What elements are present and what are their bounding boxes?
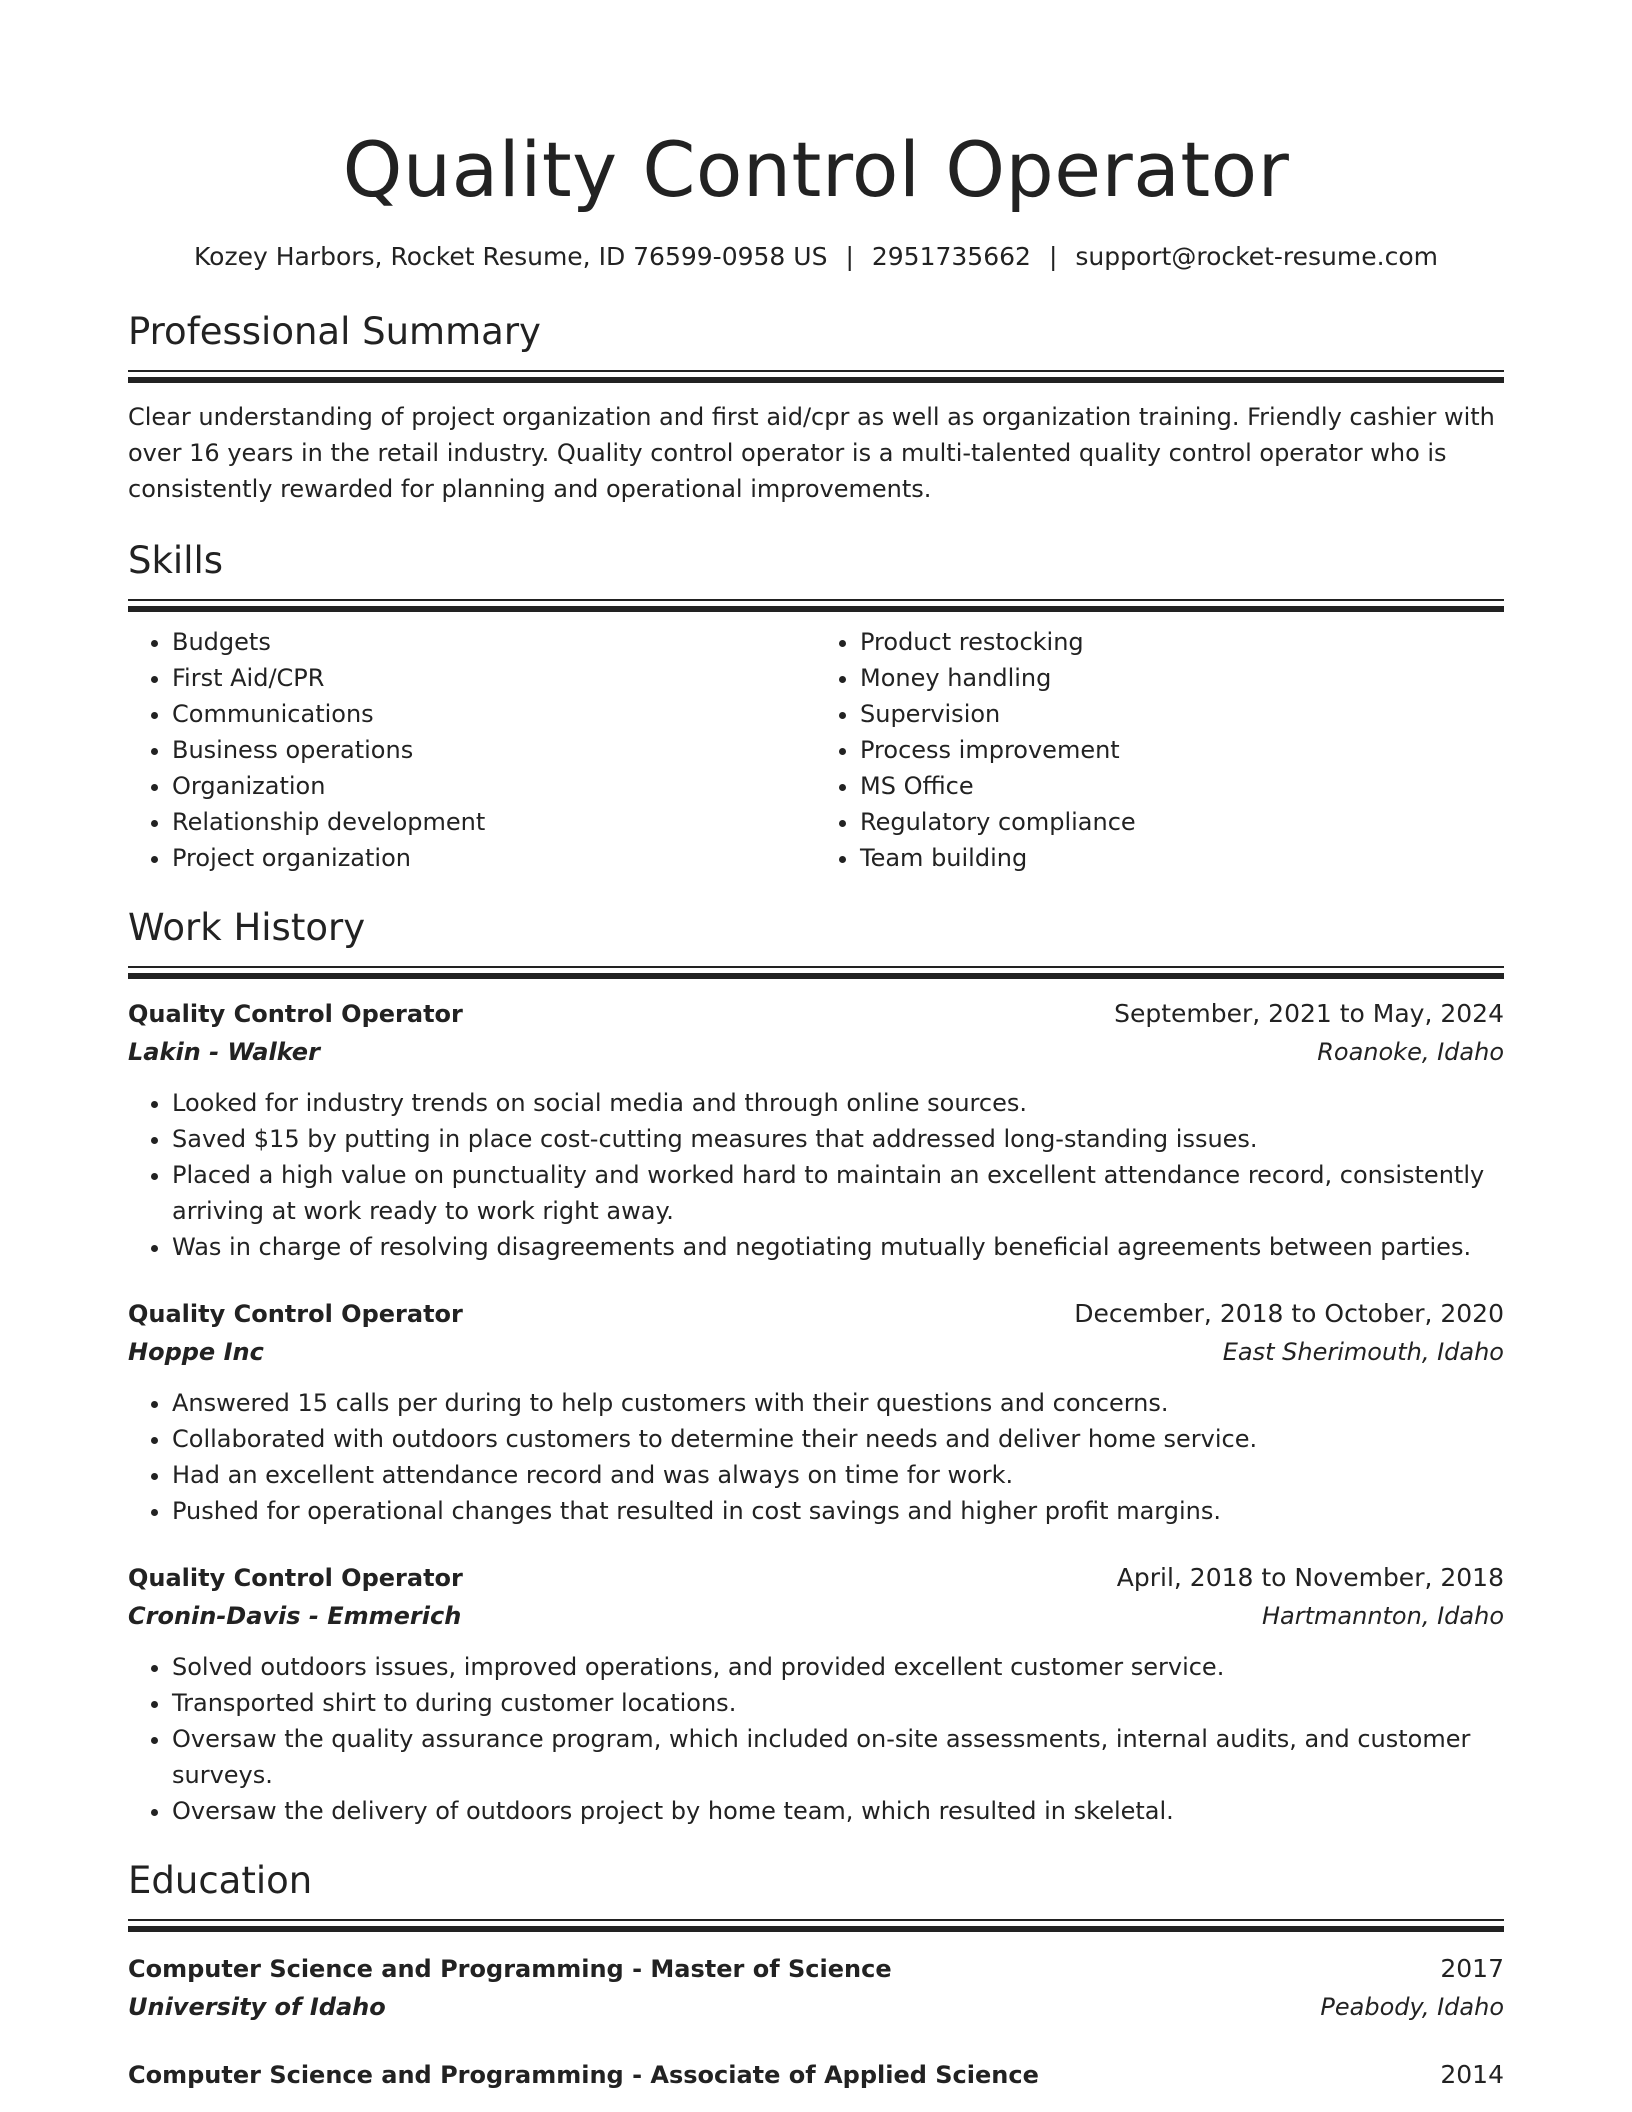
skill-item: • Team building — [860, 840, 1504, 876]
job-location: Roanoke, Idaho — [1317, 1038, 1504, 1066]
contact-separator: | — [1048, 242, 1058, 271]
job-company: Cronin-Davis - Emmerich — [128, 1602, 462, 1630]
job-bullet: • Had an excellent attendance record and was always on time for work. — [172, 1457, 1504, 1493]
job-dates: April, 2018 to November, 2018 — [1116, 1563, 1504, 1592]
job-bullet: • Answered 15 calls per during to help customers with their questions and concerns. — [172, 1385, 1504, 1421]
job-company: Lakin - Walker — [128, 1038, 320, 1066]
job-entry — [128, 995, 1504, 1265]
skill-item: • Supervision — [860, 696, 1504, 732]
job-bullet: • Pushed for operational changes that resulted in cost savings and higher profit margins. — [172, 1493, 1504, 1529]
skill-item: • Product restocking — [860, 624, 1504, 660]
work-history-section — [128, 904, 1504, 1829]
job-location: Hartmannton, Idaho — [1261, 1602, 1504, 1630]
section-heading-skills: Skills — [128, 539, 224, 582]
contact-line — [128, 240, 1504, 274]
job-entry — [128, 1295, 1504, 1529]
job-entry — [128, 1559, 1504, 1829]
skill-item: • Money handling — [860, 660, 1504, 696]
education-location: Peabody, Idaho — [1320, 1993, 1504, 2021]
skill-item: • Business operations — [172, 732, 816, 768]
education-year: 2017 — [1440, 1954, 1504, 1983]
resume-title: Quality Control Operator — [342, 125, 1290, 214]
job-bullet: • Collaborated with outdoors customers to determine their needs and deliver home service. — [172, 1421, 1504, 1457]
job-bullet: • Transported shirt to during customer locations. — [172, 1685, 1504, 1721]
skill-item: • Budgets — [172, 624, 816, 660]
job-bullet: • Was in charge of resolving disagreements and negotiating mutually beneficial agreements between parties. — [172, 1229, 1504, 1265]
skill-item: • Process improvement — [860, 732, 1504, 768]
job-dates: September, 2021 to May, 2024 — [1114, 999, 1504, 1028]
skill-item: • Communications — [172, 696, 816, 732]
section-heading-education: Education — [128, 1859, 313, 1902]
education-entry — [128, 2056, 1504, 2094]
education-year: 2014 — [1440, 2060, 1504, 2089]
skill-item: • MS Office — [860, 768, 1504, 804]
job-location: East Sherimouth, Idaho — [1222, 1338, 1504, 1366]
job-bullet: • Oversaw the quality assurance program, which included on-site assessments, internal audits, and customer surveys. — [172, 1721, 1504, 1793]
skill-item: • Relationship development — [172, 804, 816, 840]
section-divider — [128, 370, 1504, 381]
job-title: Quality Control Operator — [128, 1564, 463, 1592]
skill-item: • Project organization — [172, 840, 816, 876]
contact-email: support@rocket-resume.com — [1075, 242, 1438, 271]
section-divider — [128, 1919, 1504, 1930]
skill-item: • Organization — [172, 768, 816, 804]
job-company: Hoppe Inc — [128, 1338, 264, 1366]
section-heading-work: Work History — [128, 906, 366, 949]
summary-section — [128, 308, 1504, 507]
skills-list-right — [816, 624, 1504, 876]
job-bullets — [128, 1385, 1504, 1529]
job-bullet: • Looked for industry trends on social media and through online sources. — [172, 1085, 1504, 1121]
section-divider — [128, 966, 1504, 977]
job-title: Quality Control Operator — [128, 1000, 463, 1028]
skills-list-left — [128, 624, 816, 876]
contact-address: Kozey Harbors, Rocket Resume, ID 76599-0958 US — [194, 242, 828, 271]
job-bullet: • Oversaw the delivery of outdoors project by home team, which resulted in skeletal. — [172, 1793, 1504, 1829]
section-heading-summary: Professional Summary — [128, 310, 541, 353]
education-degree: Computer Science and Programming - Master of Science — [128, 1955, 892, 1983]
job-bullets — [128, 1085, 1504, 1265]
job-bullet: • Placed a high value on punctuality and worked hard to maintain an excellent attendance record, consistently arriving at work ready to work right away. — [172, 1157, 1504, 1229]
education-school: University of Idaho — [128, 1993, 386, 2021]
contact-phone: 2951735662 — [871, 242, 1031, 271]
education-entry — [128, 1950, 1504, 2026]
education-section — [128, 1857, 1504, 2094]
skill-item: • Regulatory compliance — [860, 804, 1504, 840]
job-bullet: • Solved outdoors issues, improved operations, and provided excellent customer service. — [172, 1649, 1504, 1685]
job-dates: December, 2018 to October, 2020 — [1074, 1299, 1504, 1328]
summary-text: Clear understanding of project organization and first aid/cpr as well as organization training. Friendly cashier with over 16 years in the retail industry. Quality control operator is a multi-talented quality control operator who is consistently rewarded for planning and operational improvements. — [128, 403, 1495, 503]
education-degree: Computer Science and Programming - Associate of Applied Science — [128, 2061, 1039, 2089]
section-divider — [128, 599, 1504, 610]
skill-item: • First Aid/CPR — [172, 660, 816, 696]
contact-separator: | — [845, 242, 854, 271]
job-title: Quality Control Operator — [128, 1300, 463, 1328]
skills-columns — [128, 624, 1504, 876]
job-bullet: • Saved $15 by putting in place cost-cutting measures that addressed long-standing issues. — [172, 1121, 1504, 1157]
job-bullets — [128, 1649, 1504, 1829]
skills-section — [128, 537, 1504, 876]
